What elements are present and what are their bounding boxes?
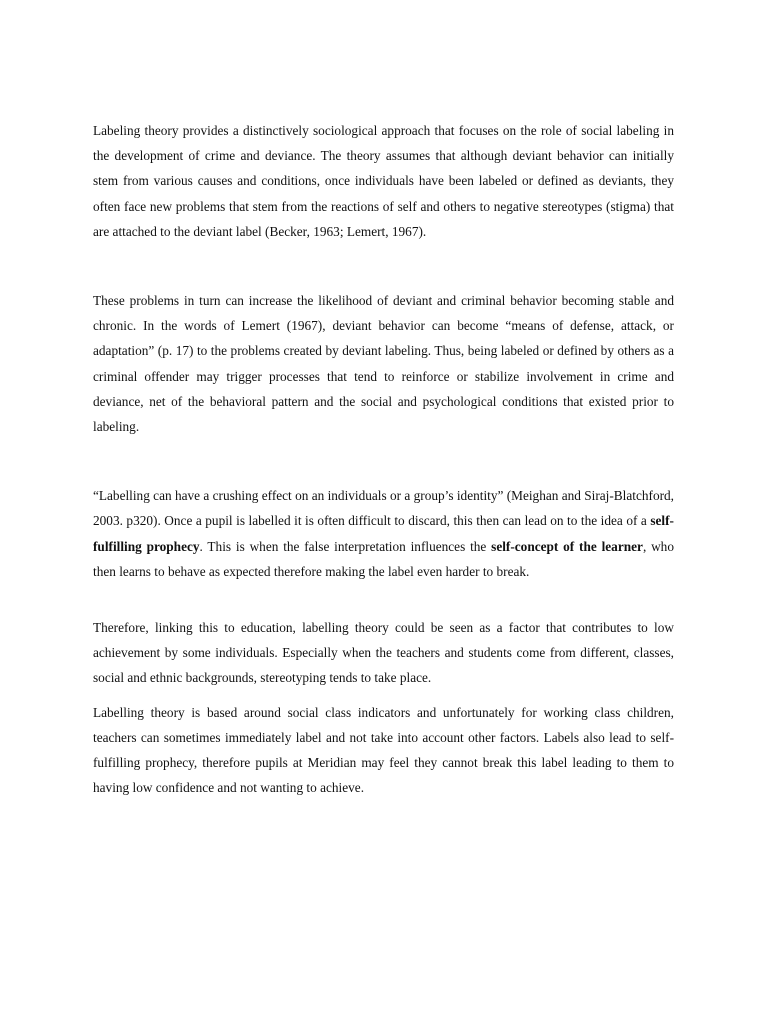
- bold-term-self-fulfilling-prophecy: self-fulfilling prophecy: [93, 513, 674, 554]
- paragraph-social-class: Labelling theory is based around social class indicators and unfortunately for working class children, teachers can sometimes immediately label and not take into account other factors. Labels also lead to self-fulfilling prophecy, therefore pupils at Meridian may feel they cannot break this label leading to them to having low confidence and not wanting to achieve.: [93, 704, 674, 796]
- paragraph-text-segment: . This is when the false interpretation influences the: [199, 538, 492, 554]
- paragraph-lemert-quote: These problems in turn can increase the likelihood of deviant and criminal behavior becoming stable and chronic. In the words of Lemert (1967), deviant behavior can become “means of defense, attack, or adaptation” (p. 17) to the problems created by deviant labeling. Thus, being labeled or defined by others as a criminal offender may trigger processes that tend to reinforce or stabilize involvement in crime and deviance, net of the behavioral pattern and the social and psychological conditions that existed prior to labeling.: [93, 293, 674, 435]
- paragraph-text-segment: “Labelling can have a crushing effect on an individuals or a group’s identity” (Meighan and Siraj-Blatchford, 2003. p320). Once a pupil is labelled it is often difficult to discard, this then can lead on to the idea of a: [93, 488, 674, 529]
- paragraph-education-link: Therefore, linking this to education, labelling theory could be seen as a factor that contributes to low achievement by some individuals. Especially when the teachers and students come from different, classes, social and ethnic backgrounds, stereotyping tends to take place.: [93, 620, 674, 686]
- paragraph-crushing-effect: [93, 483, 674, 584]
- paragraph-text-segment: , who then learns to behave as expected therefore making the label even harder to break.: [93, 538, 674, 579]
- document-body: [93, 118, 674, 800]
- paragraph-labeling-theory-intro: Labeling theory provides a distinctively sociological approach that focuses on the role of social labeling in the development of crime and deviance. The theory assumes that although deviant behavior can initially stem from various causes and conditions, once individuals have been labeled or defined as deviants, they often face new problems that stem from the reactions of self and others to negative stereotypes (stigma) that are attached to the deviant label (Becker, 1963; Lemert, 1967).: [93, 123, 674, 239]
- bold-term-self-concept: self-concept of the learner: [491, 538, 643, 554]
